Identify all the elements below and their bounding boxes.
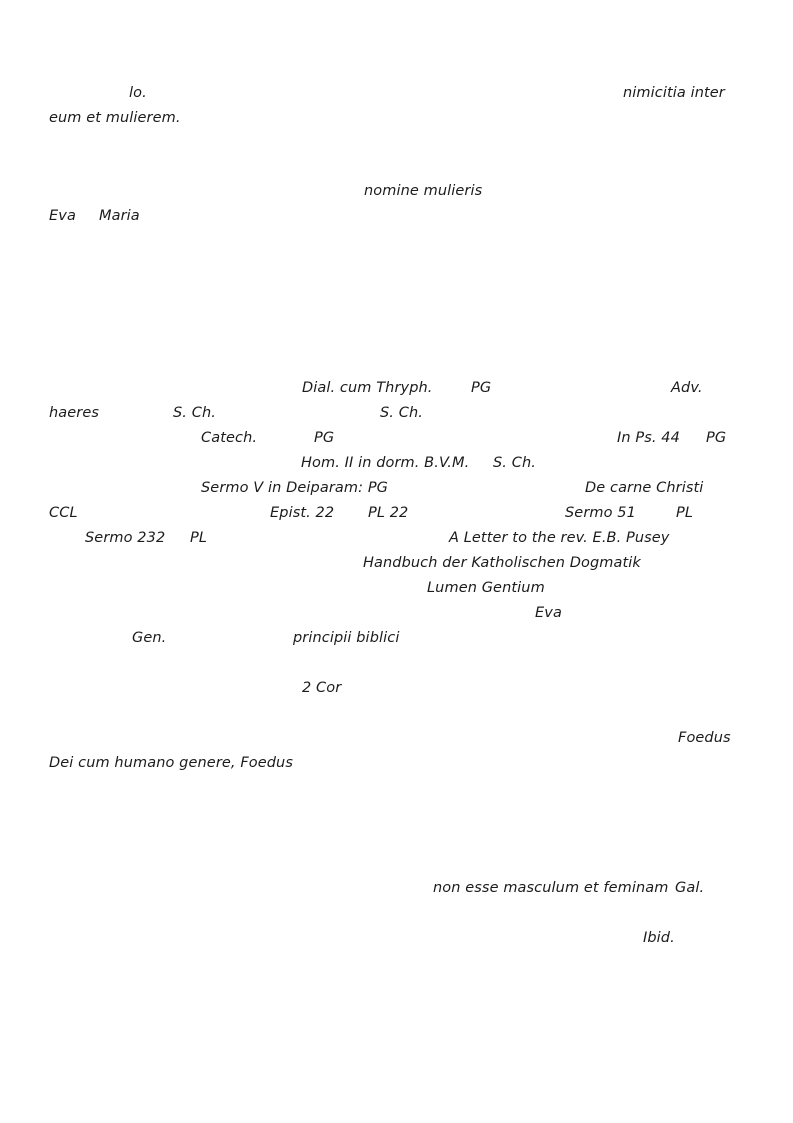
citation-fragment: Eva (535, 605, 562, 621)
citation-fragment: Hom. II in dorm. B.V.M. (301, 455, 470, 471)
citation-fragment: Handbuch der Katholischen Dogmatik (363, 555, 641, 571)
citation-fragment: 2 Cor (302, 680, 342, 696)
text-fragment: eum et mulierem. (49, 110, 181, 126)
citation-fragment: PG (314, 430, 335, 446)
text-fragment: nomine mulieris (364, 183, 483, 199)
citation-fragment: principii biblici (293, 630, 400, 646)
citation-fragment: CCL (49, 505, 78, 521)
citation-fragment: Lumen Gentium (427, 580, 545, 596)
text-fragment: non esse masculum et feminam (433, 880, 669, 896)
citation-fragment: Ibid. (643, 930, 675, 946)
citation-fragment: De carne Christi (585, 480, 704, 496)
citation-fragment: S. Ch. (493, 455, 536, 471)
citation-fragment: Adv. (671, 380, 703, 396)
text-fragment: Foedus (678, 730, 731, 746)
text-fragment: nimicitia inter (623, 85, 725, 101)
citation-fragment: PL (190, 530, 208, 546)
text-fragment: Maria (99, 208, 140, 224)
citation-fragment: A Letter to the rev. E.B. Pusey (449, 530, 670, 546)
citation-fragment: PG (471, 380, 492, 396)
citation-fragment: In Ps. 44 (617, 430, 680, 446)
citation-fragment: Sermo 51 (565, 505, 636, 521)
text-fragment: Eva (49, 208, 76, 224)
citation-fragment: Gen. (132, 630, 167, 646)
citation-fragment: PL 22 (368, 505, 409, 521)
citation-fragment: PG (706, 430, 727, 446)
citation-fragment: S. Ch. (173, 405, 216, 421)
citation-fragment: S. Ch. (380, 405, 423, 421)
citation-fragment: PL (676, 505, 694, 521)
citation-fragment: Catech. (201, 430, 258, 446)
citation-fragment: Dial. cum Thryph. (302, 380, 433, 396)
citation-fragment: Sermo V in Deiparam: PG (201, 480, 388, 496)
citation-fragment: haeres (49, 405, 100, 421)
text-fragment: lo. (129, 85, 147, 101)
text-fragment: Dei cum humano genere, Foedus (49, 755, 293, 771)
citation-fragment: Gal. (675, 880, 705, 896)
citation-fragment: Sermo 232 (85, 530, 166, 546)
citation-fragment: Epist. 22 (270, 505, 335, 521)
